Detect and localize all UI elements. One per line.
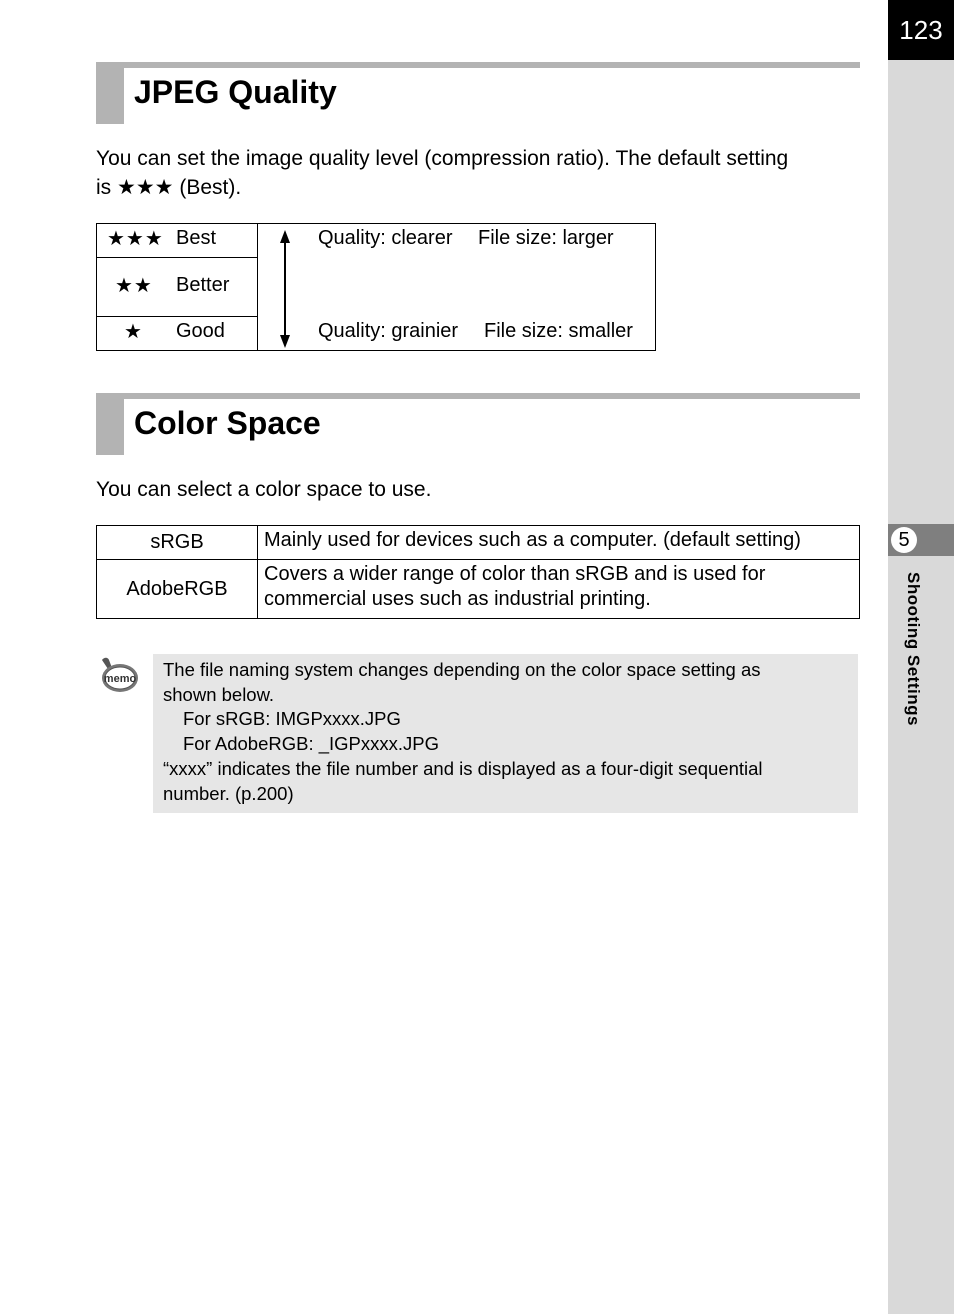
memo-line: shown below.: [163, 684, 275, 705]
double-arrow-icon: [280, 230, 290, 348]
memo-icon-label: memo: [103, 673, 137, 685]
jpeg-intro-suffix: (Best).: [179, 176, 242, 199]
jpeg-intro-line2: [96, 173, 866, 202]
table-divider: [97, 257, 258, 258]
bottom-quality-text: Quality: grainier: [318, 320, 459, 342]
section-title: Color Space: [134, 405, 321, 441]
bottom-size-text: File size: smaller: [484, 320, 633, 342]
heading-block: [96, 62, 124, 124]
heading-bar: [96, 393, 860, 399]
page-number: 123: [888, 0, 954, 60]
quality-label: Better: [176, 274, 230, 296]
jpeg-intro-line1: You can set the image quality level (compression ratio). The default setting: [96, 147, 789, 170]
top-size-text: File size: larger: [478, 227, 614, 249]
jpeg-intro-prefix: is: [96, 176, 112, 199]
chapter-number-badge: 5: [891, 527, 917, 553]
color-space-description: Mainly used for devices such as a computer. (default setting): [264, 529, 801, 551]
memo-box: [153, 654, 858, 813]
table-divider: [257, 224, 258, 350]
jpeg-quality-table: [96, 223, 656, 351]
color-intro: You can select a color space to use.: [96, 478, 432, 501]
color-space-heading: [96, 393, 860, 455]
color-space-name: AdobeRGB: [126, 578, 228, 600]
memo-line: “xxxx” indicates the file number and is displayed as a four-digit sequential: [163, 758, 763, 779]
section-title: JPEG Quality: [134, 74, 337, 110]
heading-bar: [96, 62, 860, 68]
memo-icon: [98, 656, 140, 696]
star-icon: ★★★: [107, 228, 164, 250]
quality-label: Good: [176, 320, 225, 342]
color-space-description: [264, 562, 765, 612]
color-space-name: sRGB: [150, 531, 204, 553]
star-rating-icon: ★★★: [117, 176, 174, 199]
star-icon: ★: [124, 321, 143, 343]
memo-line: For AdobeRGB: _IGPxxxx.JPG: [183, 733, 440, 754]
heading-block: [96, 393, 124, 455]
description-line: Covers a wider range of color than sRGB and is used for: [264, 563, 766, 585]
chapter-title: Shooting Settings: [904, 572, 923, 726]
description-line: commercial uses such as industrial printing.: [264, 588, 651, 610]
table-divider: [97, 316, 258, 317]
top-quality-text: Quality: clearer: [318, 227, 453, 249]
star-icon: ★★: [115, 275, 153, 297]
color-space-table: [96, 525, 860, 619]
jpeg-intro: [96, 144, 866, 202]
memo-line: The file naming system changes depending on the color space setting as: [163, 659, 761, 680]
quality-label: Best: [176, 227, 217, 249]
table-divider: [97, 559, 859, 560]
jpeg-quality-heading: [96, 62, 860, 124]
table-divider: [257, 526, 258, 618]
memo-line: For sRGB: IMGPxxxx.JPG: [183, 708, 401, 729]
memo-line: number. (p.200): [163, 783, 294, 804]
